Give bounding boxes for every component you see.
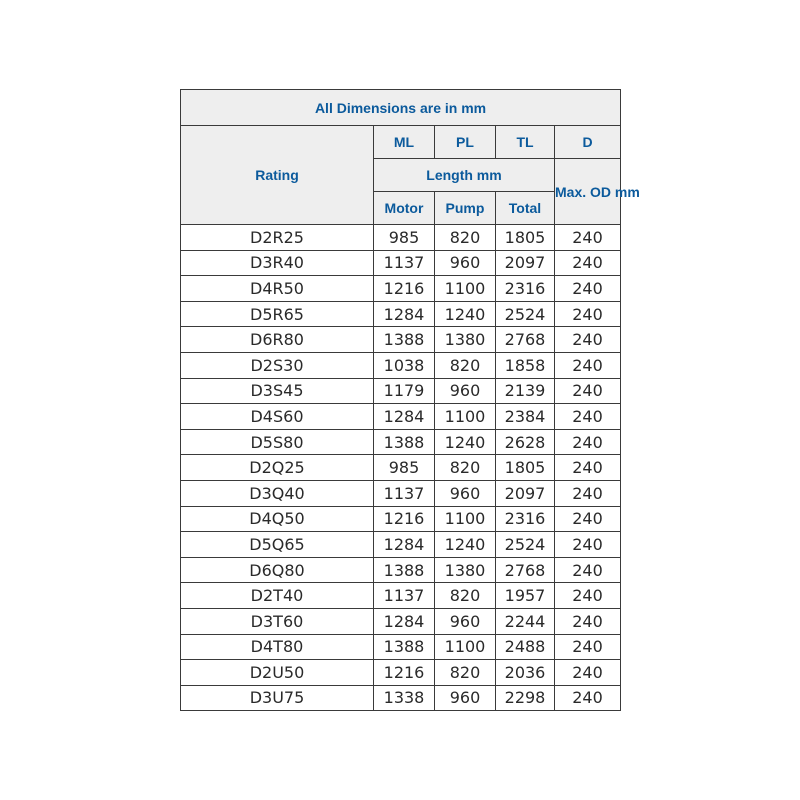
rating-cell: D4T80 — [181, 634, 374, 660]
total-length-cell: 1858 — [496, 352, 555, 378]
max-od-cell: 240 — [555, 404, 621, 430]
rating-header: Rating — [181, 126, 374, 225]
rating-cell: D2R25 — [181, 225, 374, 251]
table-row — [181, 378, 621, 404]
pump-length-cell: 1240 — [435, 532, 496, 558]
pump-length-cell: 1100 — [435, 506, 496, 532]
rating-cell: D2T40 — [181, 583, 374, 609]
rating-cell: D4Q50 — [181, 506, 374, 532]
length-header: Length mm — [374, 159, 555, 192]
max-od-cell: 240 — [555, 276, 621, 302]
pump-length-cell: 820 — [435, 660, 496, 686]
motor-length-cell: 1284 — [374, 301, 435, 327]
total-length-cell: 2768 — [496, 327, 555, 353]
table-row — [181, 685, 621, 711]
max-od-cell: 240 — [555, 301, 621, 327]
pump-length-cell: 960 — [435, 685, 496, 711]
max-od-cell: 240 — [555, 634, 621, 660]
rating-cell: D3T60 — [181, 608, 374, 634]
max-od-cell: 240 — [555, 557, 621, 583]
max-od-cell: 240 — [555, 378, 621, 404]
pump-length-cell: 1380 — [435, 557, 496, 583]
motor-length-cell: 1388 — [374, 634, 435, 660]
table-row — [181, 583, 621, 609]
motor-length-cell: 1284 — [374, 532, 435, 558]
pump-length-cell: 1100 — [435, 276, 496, 302]
rating-cell: D6R80 — [181, 327, 374, 353]
motor-length-cell: 1179 — [374, 378, 435, 404]
motor-length-cell: 1216 — [374, 506, 435, 532]
max-od-cell: 240 — [555, 480, 621, 506]
motor-length-cell: 1038 — [374, 352, 435, 378]
table-row — [181, 429, 621, 455]
max-od-header: Max. OD mm — [555, 159, 621, 225]
table-row — [181, 506, 621, 532]
motor-length-cell: 1137 — [374, 583, 435, 609]
total-length-cell: 2488 — [496, 634, 555, 660]
motor-length-cell: 1216 — [374, 276, 435, 302]
total-length-cell: 2316 — [496, 506, 555, 532]
motor-header: Motor — [374, 192, 435, 225]
max-od-cell: 240 — [555, 532, 621, 558]
total-length-cell: 2036 — [496, 660, 555, 686]
rating-cell: D3R40 — [181, 250, 374, 276]
total-length-cell: 2298 — [496, 685, 555, 711]
table-row — [181, 276, 621, 302]
motor-length-cell: 1388 — [374, 557, 435, 583]
total-length-cell: 1805 — [496, 455, 555, 481]
total-length-cell: 1805 — [496, 225, 555, 251]
motor-length-cell: 1284 — [374, 608, 435, 634]
table-row — [181, 634, 621, 660]
max-od-cell: 240 — [555, 608, 621, 634]
total-length-cell: 2628 — [496, 429, 555, 455]
table-title: All Dimensions are in mm — [181, 90, 621, 126]
pump-length-cell: 1380 — [435, 327, 496, 353]
motor-length-cell: 1137 — [374, 480, 435, 506]
rating-cell: D2Q25 — [181, 455, 374, 481]
rating-cell: D5Q65 — [181, 532, 374, 558]
pump-length-cell: 960 — [435, 608, 496, 634]
max-od-cell: 240 — [555, 225, 621, 251]
pump-length-cell: 1100 — [435, 634, 496, 660]
motor-length-cell: 1137 — [374, 250, 435, 276]
pump-length-cell: 820 — [435, 583, 496, 609]
pump-length-cell: 960 — [435, 250, 496, 276]
table-row — [181, 250, 621, 276]
motor-length-cell: 1216 — [374, 660, 435, 686]
tl-header: TL — [496, 126, 555, 159]
motor-length-cell: 985 — [374, 225, 435, 251]
rating-cell: D4R50 — [181, 276, 374, 302]
rating-cell: D3S45 — [181, 378, 374, 404]
table-body — [181, 225, 621, 711]
motor-length-cell: 1388 — [374, 327, 435, 353]
table-row — [181, 557, 621, 583]
total-length-cell: 2316 — [496, 276, 555, 302]
max-od-cell: 240 — [555, 583, 621, 609]
total-length-cell: 2384 — [496, 404, 555, 430]
table-row — [181, 480, 621, 506]
rating-cell: D3U75 — [181, 685, 374, 711]
table-header — [181, 90, 640, 225]
table-row — [181, 532, 621, 558]
motor-length-cell: 1284 — [374, 404, 435, 430]
max-od-cell: 240 — [555, 506, 621, 532]
ml-header: ML — [374, 126, 435, 159]
table-row — [181, 225, 621, 251]
table-row — [181, 352, 621, 378]
max-od-cell: 240 — [555, 327, 621, 353]
pump-length-cell: 1100 — [435, 404, 496, 430]
total-length-cell: 2139 — [496, 378, 555, 404]
max-od-cell: 240 — [555, 660, 621, 686]
table-row — [181, 660, 621, 686]
pump-length-cell: 820 — [435, 455, 496, 481]
max-od-cell: 240 — [555, 685, 621, 711]
rating-cell: D2U50 — [181, 660, 374, 686]
table-row — [181, 327, 621, 353]
pump-length-cell: 960 — [435, 378, 496, 404]
rating-cell: D2S30 — [181, 352, 374, 378]
total-length-cell: 2097 — [496, 250, 555, 276]
pump-length-cell: 820 — [435, 225, 496, 251]
table-row — [181, 608, 621, 634]
max-od-cell: 240 — [555, 429, 621, 455]
max-od-cell: 240 — [555, 455, 621, 481]
pl-header: PL — [435, 126, 496, 159]
pump-length-cell: 1240 — [435, 301, 496, 327]
rating-cell: D5R65 — [181, 301, 374, 327]
max-od-cell: 240 — [555, 352, 621, 378]
pump-header: Pump — [435, 192, 496, 225]
total-header: Total — [496, 192, 555, 225]
pump-length-cell: 820 — [435, 352, 496, 378]
motor-length-cell: 1388 — [374, 429, 435, 455]
total-length-cell: 2768 — [496, 557, 555, 583]
pump-length-cell: 960 — [435, 480, 496, 506]
motor-length-cell: 985 — [374, 455, 435, 481]
pump-length-cell: 1240 — [435, 429, 496, 455]
rating-cell: D3Q40 — [181, 480, 374, 506]
total-length-cell: 2244 — [496, 608, 555, 634]
d-header: D — [555, 126, 621, 159]
motor-length-cell: 1338 — [374, 685, 435, 711]
total-length-cell: 1957 — [496, 583, 555, 609]
table-row — [181, 301, 621, 327]
max-od-cell: 240 — [555, 250, 621, 276]
rating-cell: D5S80 — [181, 429, 374, 455]
rating-cell: D4S60 — [181, 404, 374, 430]
total-length-cell: 2097 — [496, 480, 555, 506]
table-row — [181, 404, 621, 430]
table-row — [181, 455, 621, 481]
total-length-cell: 2524 — [496, 532, 555, 558]
total-length-cell: 2524 — [496, 301, 555, 327]
rating-cell: D6Q80 — [181, 557, 374, 583]
dimensions-table — [180, 89, 640, 711]
